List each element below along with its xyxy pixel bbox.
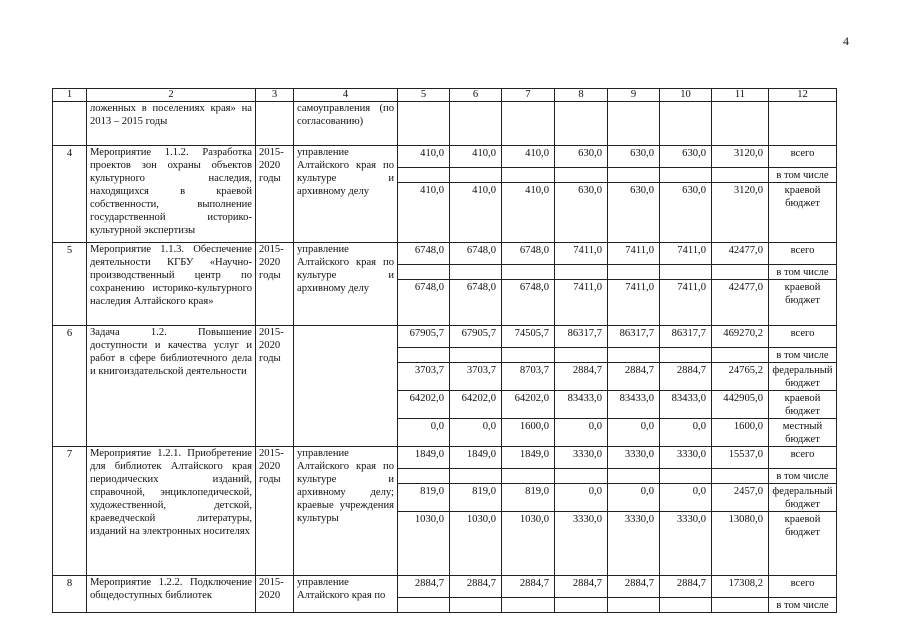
- amount-cell: 630,0: [555, 146, 608, 168]
- amount-cell: [712, 469, 769, 484]
- amount-cell: 3330,0: [608, 512, 660, 576]
- amount-cell: 3330,0: [555, 447, 608, 469]
- amount-cell: [608, 598, 660, 613]
- amount-cell: [608, 168, 660, 183]
- amount-cell: 0,0: [660, 484, 712, 512]
- header-cell: 6: [450, 89, 502, 102]
- amount-cell: 3330,0: [660, 447, 712, 469]
- amount-cell: 1600,0: [502, 419, 555, 447]
- amount-cell: 6748,0: [502, 280, 555, 326]
- header-cell: 5: [398, 89, 450, 102]
- funding-source: всего: [769, 146, 837, 168]
- amount-cell: 819,0: [398, 484, 450, 512]
- period: 2015-2020 годы: [256, 146, 294, 243]
- funding-source: в том числе: [769, 348, 837, 363]
- amount-cell: 3330,0: [555, 512, 608, 576]
- amount-cell: [660, 598, 712, 613]
- budget-table: [52, 88, 837, 613]
- amount-cell: 3120,0: [712, 146, 769, 168]
- table-row: [53, 326, 837, 348]
- amount-cell: 410,0: [450, 183, 502, 243]
- amount-cell: 7411,0: [555, 243, 608, 265]
- amount-cell: [502, 598, 555, 613]
- funding-source: краевой бюджет: [769, 183, 837, 243]
- amount-cell: 630,0: [608, 183, 660, 243]
- amount-cell: 3330,0: [660, 512, 712, 576]
- amount-cell: [555, 265, 608, 280]
- amount-cell: 24765,2: [712, 363, 769, 391]
- amount-cell: 2884,7: [450, 576, 502, 598]
- table-row: [53, 102, 837, 146]
- amount-cell: [555, 598, 608, 613]
- amount-cell: 0,0: [555, 484, 608, 512]
- amount-cell: 17308,2: [712, 576, 769, 598]
- amount-cell: 410,0: [502, 183, 555, 243]
- amount-cell: 6748,0: [502, 243, 555, 265]
- funding-source: местный бюджет: [769, 419, 837, 447]
- period: 2015-2020 годы: [256, 447, 294, 576]
- amount-cell: 3703,7: [450, 363, 502, 391]
- row-number: 6: [53, 326, 87, 447]
- event-name: Мероприятие 1.2.1. Приобретение для библиотек Алтайского края периодических изданий, справочной, энциклопедической, художественной, детской, краеведческой литературы, изданий на электронных носителях: [87, 447, 256, 576]
- header-cell: 10: [660, 89, 712, 102]
- empty-cell: [555, 102, 608, 146]
- row-number: 5: [53, 243, 87, 326]
- amount-cell: [712, 168, 769, 183]
- amount-cell: [398, 598, 450, 613]
- table-row: [53, 447, 837, 469]
- amount-cell: [660, 265, 712, 280]
- funding-source: федеральный бюджет: [769, 363, 837, 391]
- amount-cell: 2884,7: [555, 576, 608, 598]
- amount-cell: [502, 469, 555, 484]
- funding-source: в том числе: [769, 168, 837, 183]
- amount-cell: [398, 469, 450, 484]
- amount-cell: 2884,7: [555, 363, 608, 391]
- amount-cell: 83433,0: [555, 391, 608, 419]
- amount-cell: [450, 598, 502, 613]
- amount-cell: 2884,7: [608, 576, 660, 598]
- header-cell: 7: [502, 89, 555, 102]
- amount-cell: 6748,0: [450, 280, 502, 326]
- amount-cell: 64202,0: [450, 391, 502, 419]
- amount-cell: [712, 598, 769, 613]
- amount-cell: [398, 265, 450, 280]
- amount-cell: 3120,0: [712, 183, 769, 243]
- executor: управление Алтайского края по культуре и архивному делу: [294, 243, 398, 326]
- amount-cell: [502, 265, 555, 280]
- funding-source: в том числе: [769, 469, 837, 484]
- executor: управление Алтайского края по культуре и архивному делу: [294, 146, 398, 243]
- amount-cell: 7411,0: [660, 243, 712, 265]
- event-name: ложенных в поселениях края» на 2013 – 2015 годы: [87, 102, 256, 146]
- funding-source: краевой бюджет: [769, 391, 837, 419]
- period: 2015-2020: [256, 576, 294, 613]
- amount-cell: 410,0: [450, 146, 502, 168]
- amount-cell: [660, 348, 712, 363]
- period: [256, 102, 294, 146]
- amount-cell: 86317,7: [608, 326, 660, 348]
- amount-cell: 8703,7: [502, 363, 555, 391]
- amount-cell: 7411,0: [660, 280, 712, 326]
- amount-cell: [555, 469, 608, 484]
- amount-cell: 74505,7: [502, 326, 555, 348]
- empty-cell: [712, 102, 769, 146]
- executor: самоуправления (по согласованию): [294, 102, 398, 146]
- amount-cell: 2884,7: [398, 576, 450, 598]
- amount-cell: [555, 168, 608, 183]
- amount-cell: 3703,7: [398, 363, 450, 391]
- row-number: 7: [53, 447, 87, 576]
- amount-cell: [608, 469, 660, 484]
- amount-cell: 86317,7: [660, 326, 712, 348]
- amount-cell: 6748,0: [398, 280, 450, 326]
- amount-cell: 6748,0: [450, 243, 502, 265]
- amount-cell: 42477,0: [712, 280, 769, 326]
- row-number: 8: [53, 576, 87, 613]
- amount-cell: [502, 348, 555, 363]
- executor: управление Алтайского края по: [294, 576, 398, 613]
- amount-cell: [450, 469, 502, 484]
- amount-cell: 6748,0: [398, 243, 450, 265]
- table-row: [53, 146, 837, 168]
- amount-cell: 7411,0: [608, 243, 660, 265]
- amount-cell: [450, 168, 502, 183]
- amount-cell: 64202,0: [398, 391, 450, 419]
- funding-source: краевой бюджет: [769, 512, 837, 576]
- amount-cell: 2884,7: [502, 576, 555, 598]
- header-cell: 2: [87, 89, 256, 102]
- amount-cell: 2457,0: [712, 484, 769, 512]
- amount-cell: 630,0: [555, 183, 608, 243]
- empty-cell: [769, 102, 837, 146]
- amount-cell: 7411,0: [555, 280, 608, 326]
- amount-cell: 2884,7: [660, 363, 712, 391]
- amount-cell: 819,0: [502, 484, 555, 512]
- amount-cell: [712, 348, 769, 363]
- amount-cell: [555, 348, 608, 363]
- amount-cell: 1030,0: [398, 512, 450, 576]
- amount-cell: 64202,0: [502, 391, 555, 419]
- amount-cell: 83433,0: [608, 391, 660, 419]
- event-name: Мероприятие 1.2.2. Подключение общедоступных библиотек: [87, 576, 256, 613]
- amount-cell: 7411,0: [608, 280, 660, 326]
- amount-cell: 0,0: [608, 484, 660, 512]
- table-row: [53, 576, 837, 598]
- row-number: [53, 102, 87, 146]
- amount-cell: 1849,0: [502, 447, 555, 469]
- funding-source: краевой бюджет: [769, 280, 837, 326]
- amount-cell: 1849,0: [398, 447, 450, 469]
- period: 2015-2020 годы: [256, 326, 294, 447]
- amount-cell: 86317,7: [555, 326, 608, 348]
- funding-source: всего: [769, 243, 837, 265]
- amount-cell: 2884,7: [660, 576, 712, 598]
- amount-cell: 442905,0: [712, 391, 769, 419]
- empty-cell: [502, 102, 555, 146]
- amount-cell: 83433,0: [660, 391, 712, 419]
- event-name: Мероприятие 1.1.3. Обеспечение деятельности КГБУ «Научно-производственный центр по сохранению историко-культурного наследия Алтайского края»: [87, 243, 256, 326]
- amount-cell: 3330,0: [608, 447, 660, 469]
- amount-cell: [450, 265, 502, 280]
- amount-cell: 1600,0: [712, 419, 769, 447]
- header-cell: 1: [53, 89, 87, 102]
- row-number: 4: [53, 146, 87, 243]
- amount-cell: 1030,0: [502, 512, 555, 576]
- amount-cell: [398, 168, 450, 183]
- amount-cell: [712, 265, 769, 280]
- amount-cell: 410,0: [502, 146, 555, 168]
- amount-cell: [502, 168, 555, 183]
- amount-cell: 2884,7: [608, 363, 660, 391]
- amount-cell: [660, 469, 712, 484]
- amount-cell: 0,0: [398, 419, 450, 447]
- funding-source: всего: [769, 447, 837, 469]
- amount-cell: [450, 348, 502, 363]
- amount-cell: 0,0: [555, 419, 608, 447]
- amount-cell: 1849,0: [450, 447, 502, 469]
- amount-cell: 630,0: [608, 146, 660, 168]
- header-cell: 3: [256, 89, 294, 102]
- event-name: Мероприятие 1.1.2. Разработка проектов зон охраны объектов культурного наследия, находящихся в краевой собственности, выполнение государственной историко-культурной экспертизы: [87, 146, 256, 243]
- header-cell: 8: [555, 89, 608, 102]
- empty-cell: [398, 102, 450, 146]
- amount-cell: 67905,7: [450, 326, 502, 348]
- empty-cell: [608, 102, 660, 146]
- amount-cell: 1030,0: [450, 512, 502, 576]
- header-cell: 9: [608, 89, 660, 102]
- header-row: [53, 89, 837, 102]
- funding-source: федеральный бюджет: [769, 484, 837, 512]
- header-cell: 11: [712, 89, 769, 102]
- period: 2015-2020 годы: [256, 243, 294, 326]
- executor: [294, 326, 398, 447]
- amount-cell: 410,0: [398, 146, 450, 168]
- amount-cell: 0,0: [660, 419, 712, 447]
- funding-source: в том числе: [769, 598, 837, 613]
- amount-cell: 469270,2: [712, 326, 769, 348]
- event-name: Задача 1.2. Повышение доступности и качества услуг и работ в сфере библиотечного дела и книгоиздательской деятельности: [87, 326, 256, 447]
- amount-cell: 67905,7: [398, 326, 450, 348]
- page-number: 4: [843, 34, 849, 48]
- funding-source: всего: [769, 576, 837, 598]
- table-row: [53, 243, 837, 265]
- funding-source: всего: [769, 326, 837, 348]
- amount-cell: 15537,0: [712, 447, 769, 469]
- amount-cell: 819,0: [450, 484, 502, 512]
- amount-cell: [398, 348, 450, 363]
- header-cell: 12: [769, 89, 837, 102]
- funding-source: в том числе: [769, 265, 837, 280]
- amount-cell: 13080,0: [712, 512, 769, 576]
- amount-cell: [608, 265, 660, 280]
- amount-cell: 630,0: [660, 146, 712, 168]
- amount-cell: [660, 168, 712, 183]
- amount-cell: 410,0: [398, 183, 450, 243]
- amount-cell: [608, 348, 660, 363]
- header-cell: 4: [294, 89, 398, 102]
- amount-cell: 630,0: [660, 183, 712, 243]
- empty-cell: [660, 102, 712, 146]
- executor: управление Алтайского края по культуре и архивному делу; краевые учреждения культуры: [294, 447, 398, 576]
- empty-cell: [450, 102, 502, 146]
- amount-cell: 42477,0: [712, 243, 769, 265]
- amount-cell: 0,0: [450, 419, 502, 447]
- amount-cell: 0,0: [608, 419, 660, 447]
